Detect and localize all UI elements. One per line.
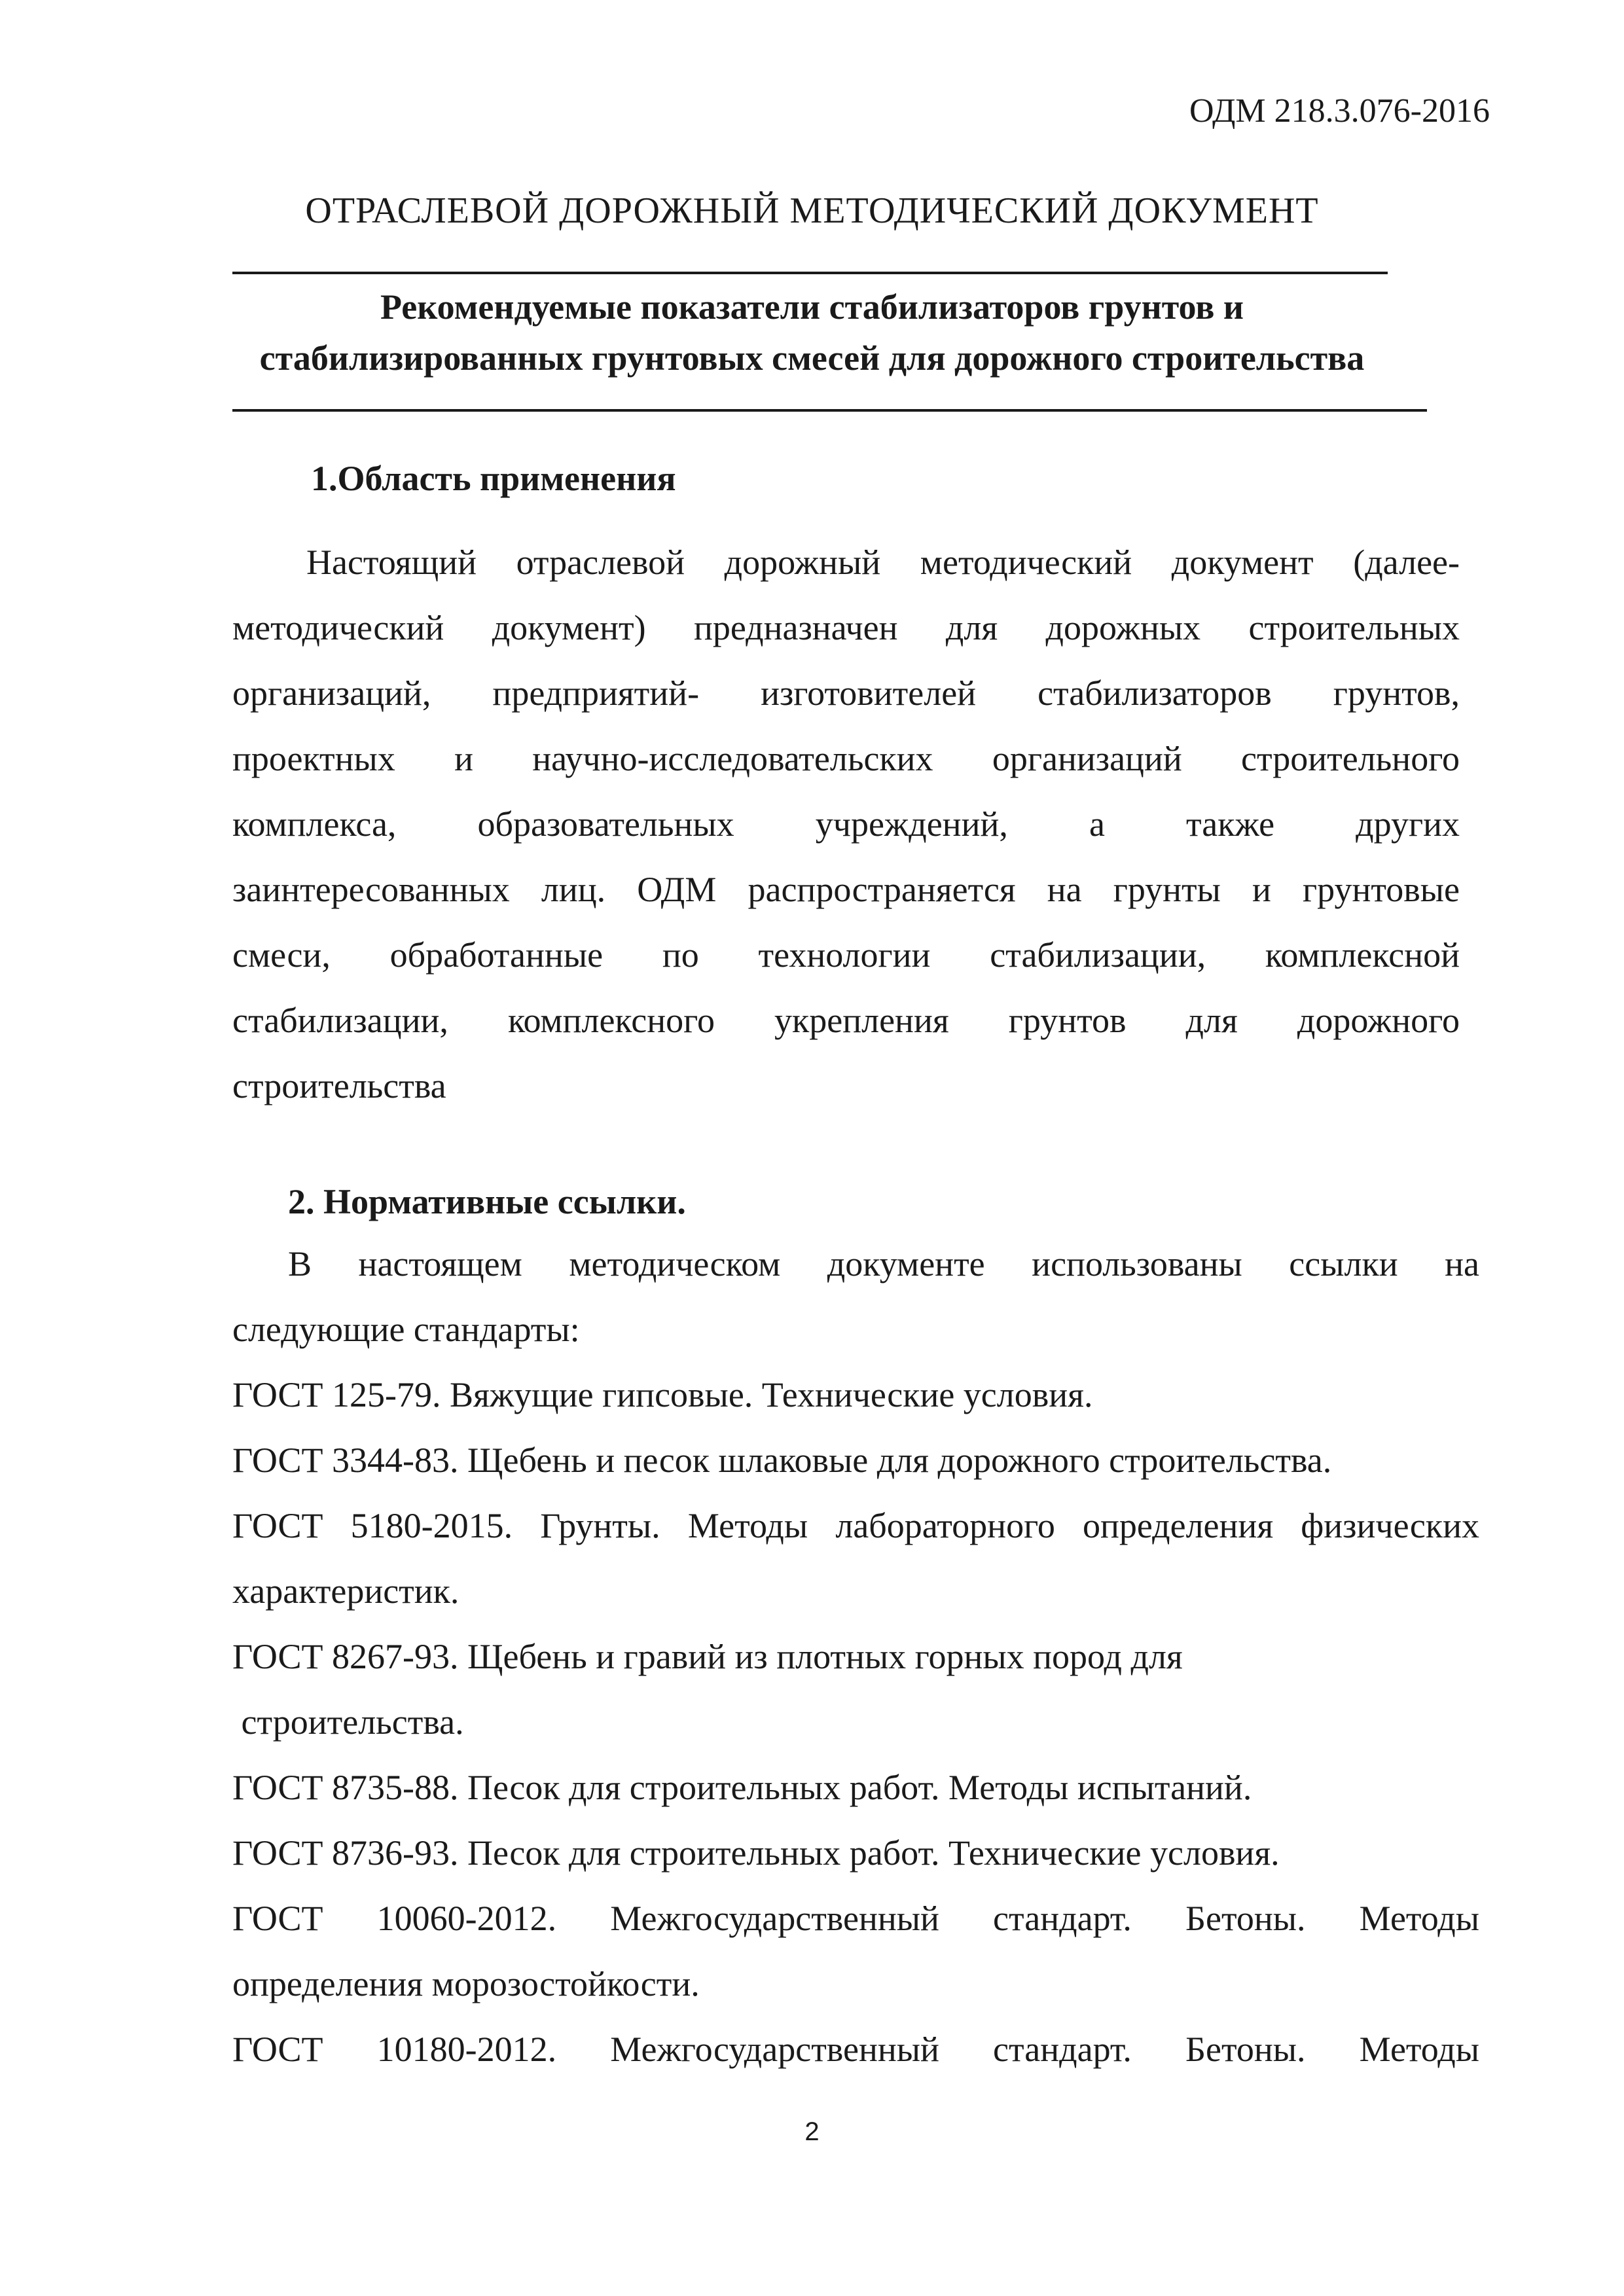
reference-item: ГОСТ 10180-2012. Межгосударственный стандарт. Бетоны. Методы [232,2030,1479,2069]
section-2-line: следующие стандарты: [232,1310,580,1349]
title-bottom-rule [232,409,1427,412]
document-title-line-1: Рекомендуемые показатели стабилизаторов грунтов и [380,287,1244,327]
reference-item: ГОСТ 8736-93. Песок для строительных работ. Технические условия. [232,1833,1280,1873]
section-1-line: организаций, предприятий- изготовителей стабилизаторов грунтов, [232,673,1460,713]
document-title-line-2: стабилизированных грунтовых смесей для дорожного строительства [259,338,1365,378]
reference-item: ГОСТ 10060-2012. Межгосударственный стандарт. Бетоны. Методы [232,1899,1479,1938]
reference-item-continuation: строительства. [232,1702,464,1742]
section-2-line: В настоящем методическом документе использованы ссылки на [288,1244,1479,1283]
title-top-rule [232,272,1388,274]
section-1-line: заинтересованных лиц. ОДМ распространяется на грунты и грунтовые [232,870,1460,909]
page-number: 2 [804,2117,820,2146]
section-1-line: строительства [232,1066,446,1105]
document-code: ОДМ 218.3.076-2016 [1189,92,1490,130]
section-1-line: Настоящий отраслевой дорожный методический документ (далее- [306,543,1460,582]
section-1-line: стабилизации, комплексного укрепления грунтов для дорожного [232,1001,1460,1040]
reference-item-continuation: характеристик. [232,1571,460,1611]
section-1-line: методический документ) предназначен для дорожных строительных [232,608,1460,647]
reference-item: ГОСТ 5180-2015. Грунты. Методы лабораторного определения физических [232,1506,1479,1545]
document-type-heading: ОТРАСЛЕВОЙ ДОРОЖНЫЙ МЕТОДИЧЕСКИЙ ДОКУМЕНТ [305,190,1319,231]
reference-item: ГОСТ 3344-83. Щебень и песок шлаковые для дорожного строительства. [232,1441,1332,1480]
section-1-line: смеси, обработанные по технологии стабилизации, комплексной [232,935,1460,975]
section-1-line: комплекса, образовательных учреждений, а также других [232,804,1460,844]
section-2-heading: 2. Нормативные ссылки. [288,1182,686,1221]
reference-item-continuation: определения морозостойкости. [232,1964,700,2003]
reference-item: ГОСТ 8267-93. Щебень и гравий из плотных горных пород для [232,1637,1183,1676]
reference-item: ГОСТ 125-79. Вяжущие гипсовые. Технические условия. [232,1375,1093,1414]
section-1-line: проектных и научно-исследовательских организаций строительного [232,739,1460,778]
reference-item: ГОСТ 8735-88. Песок для строительных работ. Методы испытаний. [232,1768,1252,1807]
section-1-heading: 1.Область применения [311,459,676,498]
document-title [0,281,1624,384]
